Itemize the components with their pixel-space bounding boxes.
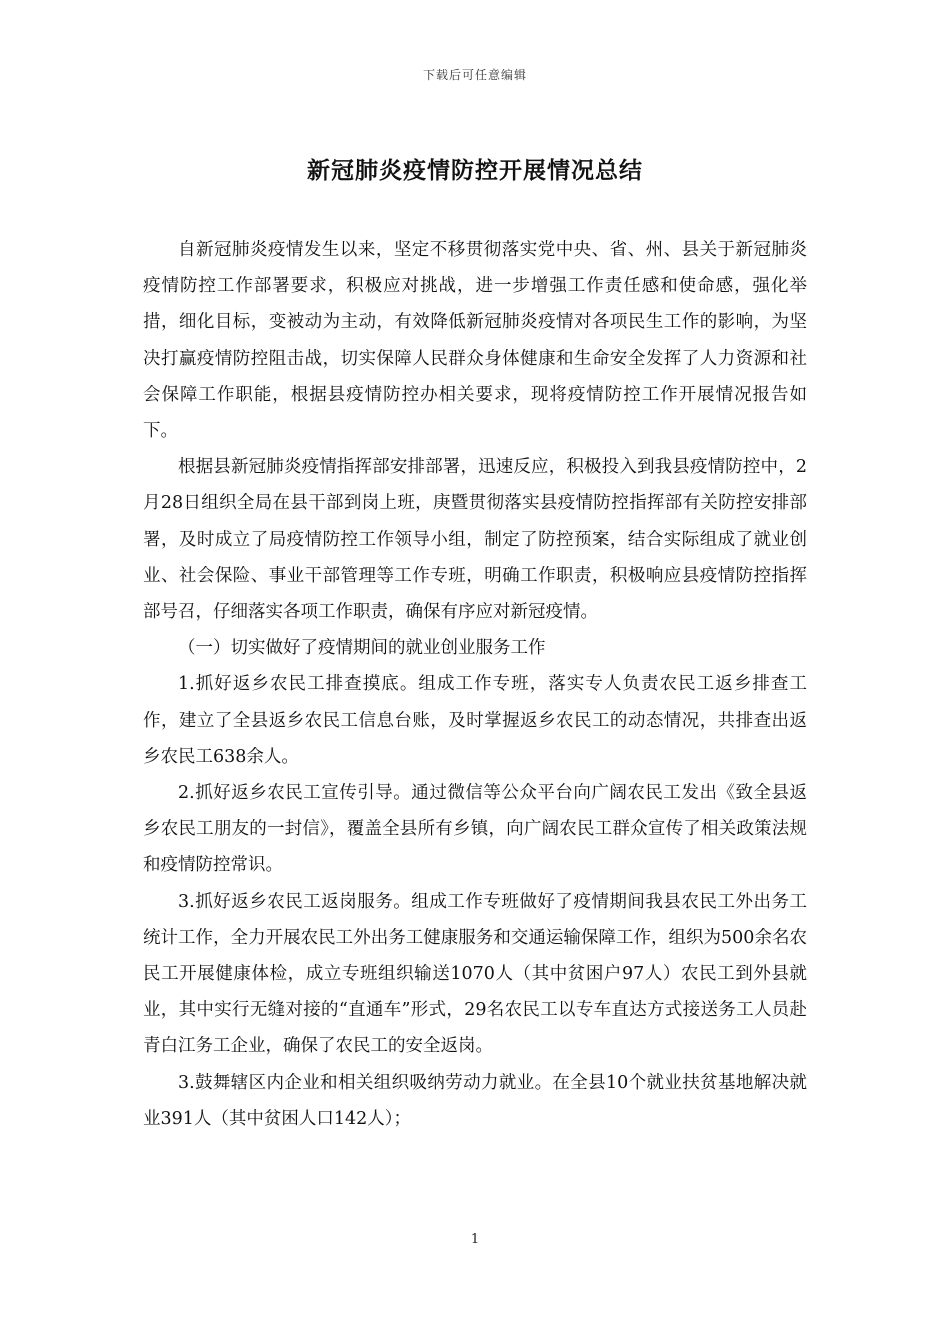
paragraph-deployment: 根据县新冠肺炎疫情指挥部安排部署，迅速反应，积极投入到我县疫情防控中，2月28日组织全局在县干部到岗上班，庚暨贯彻落实县疫情防控指挥部有关防控安排部署，及时成立了局疫情防控工作领导小组，制定了防控预案，结合实际组成了就业创业、社会保险、事业干部管理等工作专班，明确工作职责，积极响应县疫情防控指挥部号召，仔细落实各项工作职责，确保有序应对新冠疫情。 xyxy=(143,457,807,623)
document-title: 新冠肺炎疫情防控开展情况总结 xyxy=(307,157,643,184)
document-body xyxy=(143,232,807,1137)
list-item-screening: 1.抓好返乡农民工排查摸底。组成工作专班，落实专人负责农民工返乡排查工作，建立了全县返乡农民工信息台账，及时掌握返乡农民工的动态情况，共排查出返乡农民工638余人。 xyxy=(143,674,807,767)
list-item-return-service: 3.抓好返乡农民工返岗服务。组成工作专班做好了疫情期间我县农民工外出务工统计工作，全力开展农民工外出务工健康服务和交通运输保障工作，组织为500余名农民工开展健康体检，成立专班组织输送1070人（其中贫困户97人）农民工到外县就业，其中实行无缝对接的“直通车”形式，29名农民工以专车直达方式接送务工人员赴青白江务工企业，确保了农民工的安全返岗。 xyxy=(143,891,807,1057)
section-heading-employment: （一）切实做好了疫情期间的就业创业服务工作 xyxy=(178,638,546,659)
header-note: 下载后可任意编辑 xyxy=(422,68,527,82)
page-number: 1 xyxy=(470,1232,480,1247)
list-item-publicity: 2.抓好返乡农民工宣传引导。通过微信等公众平台向广阔农民工发出《致全县返乡农民工朋友的一封信》，覆盖全县所有乡镇，向广阔农民工群众宣传了相关政策法规和疫情防控常识。 xyxy=(143,783,807,876)
list-item-local-employment: 3.鼓舞辖区内企业和相关组织吸纳劳动力就业。在全县10个就业扶贫基地解决就业391人（其中贫困人口142人）； xyxy=(143,1072,807,1129)
paragraph-intro: 自新冠肺炎疫情发生以来，坚定不移贯彻落实党中央、省、州、县关于新冠肺炎疫情防控工作部署要求，积极应对挑战，进一步增强工作责任感和使命感，强化举措，细化目标，变被动为主动，有效降低新冠肺炎疫情对各项民生工作的影响，为坚决打赢疫情防控阻击战，切实保障人民群众身体健康和生命安全发挥了人力资源和社会保障工作职能，根据县疫情防控办相关要求，现将疫情防控工作开展情况报告如下。 xyxy=(143,240,807,442)
